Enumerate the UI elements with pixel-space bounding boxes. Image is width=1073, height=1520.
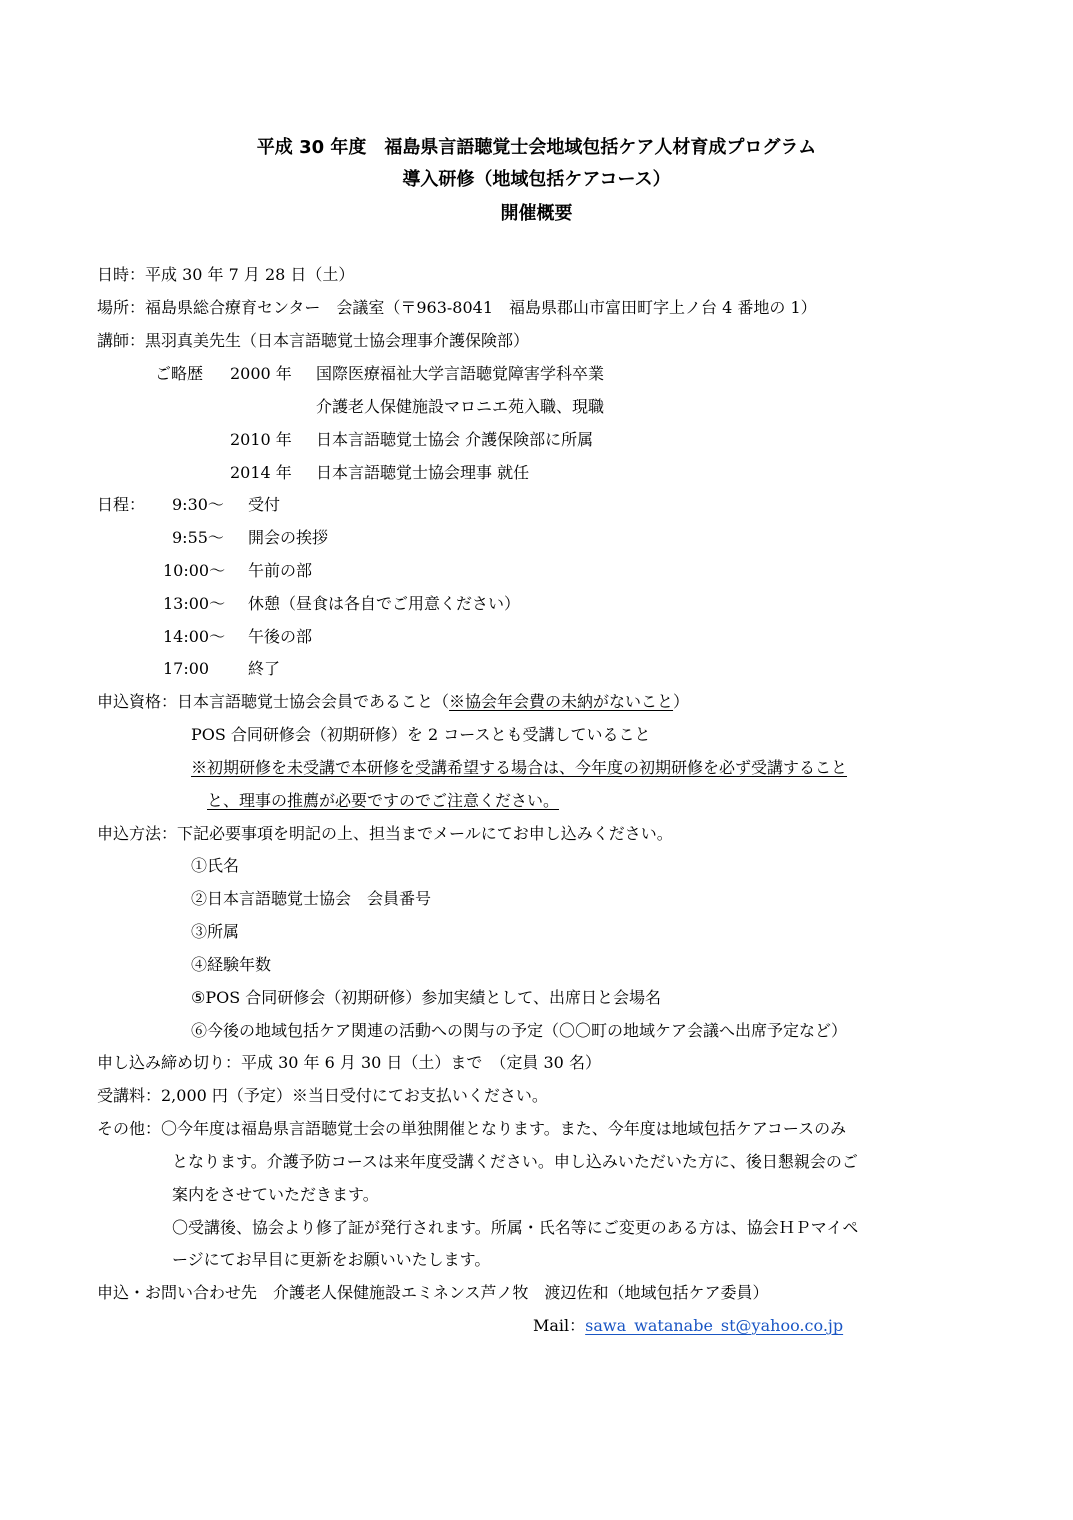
application-intro: 下記必要事項を明記の上、担当までメールにてお申し込みください。 [177, 824, 673, 843]
email-link[interactable]: sawa_watanabe_st@yahoo.co.jp [585, 1316, 844, 1335]
schedule-time: 9:30～ [172, 495, 224, 514]
other-line [97, 1119, 846, 1139]
lecturer: 講師：黒羽真美先生（日本言語聴覚士協会理事介護保険部） [97, 331, 530, 350]
schedule-item: 開会の挨拶 [248, 528, 329, 547]
qualification-text: 日本言語聴覚士協会会員であること（ [177, 692, 450, 711]
qualification-note: と、理事の推薦が必要ですのでご注意ください。 [207, 791, 560, 810]
dues-note: ※協会年会費の未納がないこと [449, 692, 674, 711]
title-line-1: 平成 30 年度 福島県言語聴覚士会地域包括ケア人材育成プログラム [256, 137, 817, 158]
list-item: ①氏名 [191, 856, 240, 875]
career-text: 日本言語聴覚士協会 介護保険部に所属 [316, 430, 594, 449]
schedule-item: 終了 [248, 659, 281, 678]
schedule-item: 受付 [248, 495, 281, 514]
career-label: ご略歴 [155, 364, 204, 383]
other-text: 〇今年度は福島県言語聴覚士会の単独開催となります。また、今年度は地域包括ケアコースのみ [161, 1119, 847, 1138]
schedule-time: 10:00～ [163, 561, 226, 580]
venue: 場所：福島県総合療育センター 会議室（〒963-8041 福島県郡山市富田町字上ノ台 4 番地の 1） [97, 298, 817, 317]
other-text: ージにてお早目に更新をお願いいたします。 [172, 1250, 491, 1269]
qualification-note: ※初期研修を未受講で本研修を受講希望する場合は、今年度の初期研修を必ず受講すること [191, 758, 848, 777]
schedule-time: 9:55～ [172, 528, 224, 547]
qualification-label: 申込資格： [97, 692, 178, 711]
career-year: 2014 年 [230, 463, 292, 482]
mail-line [533, 1316, 843, 1336]
career-year: 2010 年 [230, 430, 292, 449]
other-label: その他： [97, 1119, 162, 1138]
title-line-2: 導入研修（地域包括ケアコース） [402, 169, 671, 190]
title-line-3: 開催概要 [500, 203, 573, 224]
application-line [97, 824, 673, 844]
list-item: ②日本言語聴覚士協会 会員番号 [191, 889, 432, 908]
other-text: 案内をさせていただきます。 [172, 1185, 379, 1204]
qualification-line [97, 692, 689, 712]
contact-line: 申込・お問い合わせ先 介護老人保健施設エミネンス芦ノ牧 渡辺佐和（地域包括ケア委員） [97, 1283, 769, 1302]
schedule-item: 午前の部 [248, 561, 313, 580]
other-text: となります。介護予防コースは来年度受講ください。申し込みいただいた方に、後日懇親会のご [172, 1152, 858, 1171]
qualification-text: POS 合同研修会（初期研修）を 2 コースとも受講していること [191, 725, 651, 744]
schedule-time: 17:00 [163, 659, 210, 678]
other-text: 〇受講後、協会より修了証が発行されます。所属・氏名等にご変更のある方は、協会ＨＰマイペ [172, 1218, 859, 1237]
mail-label: Mail： [533, 1316, 586, 1335]
schedule-item: 休憩（昼食は各自でご用意ください） [248, 594, 521, 613]
career-text: 介護老人保健施設マロニエ苑入職、現職 [316, 397, 605, 416]
fee: 受講料：2,000 円（予定）※当日受付にてお支払いください。 [97, 1086, 548, 1105]
deadline: 申し込み締め切り：平成 30 年 6 月 30 日（土）まで （定員 30 名） [97, 1053, 601, 1072]
schedule-time: 14:00～ [163, 627, 226, 646]
application-label: 申込方法： [97, 824, 178, 843]
list-item: ⑥今後の地域包括ケア関連の活動への関与の予定（〇〇町の地域ケア会議へ出席予定など） [191, 1021, 848, 1040]
career-year: 2000 年 [230, 364, 292, 383]
schedule-item: 午後の部 [248, 627, 313, 646]
list-item: ⑤POS 合同研修会（初期研修）参加実績として、出席日と会場名 [191, 988, 661, 1007]
career-text: 国際医療福祉大学言語聴覚障害学科卒業 [316, 364, 605, 383]
schedule-time: 13:00～ [163, 594, 226, 613]
schedule-label: 日程： [97, 495, 146, 514]
list-item: ④経験年数 [191, 955, 272, 974]
list-item: ③所属 [191, 922, 240, 941]
qualification-paren: ） [673, 692, 690, 711]
career-text: 日本言語聴覚士協会理事 就任 [316, 463, 530, 482]
datetime: 日時：平成 30 年 7 月 28 日（土） [97, 265, 355, 284]
